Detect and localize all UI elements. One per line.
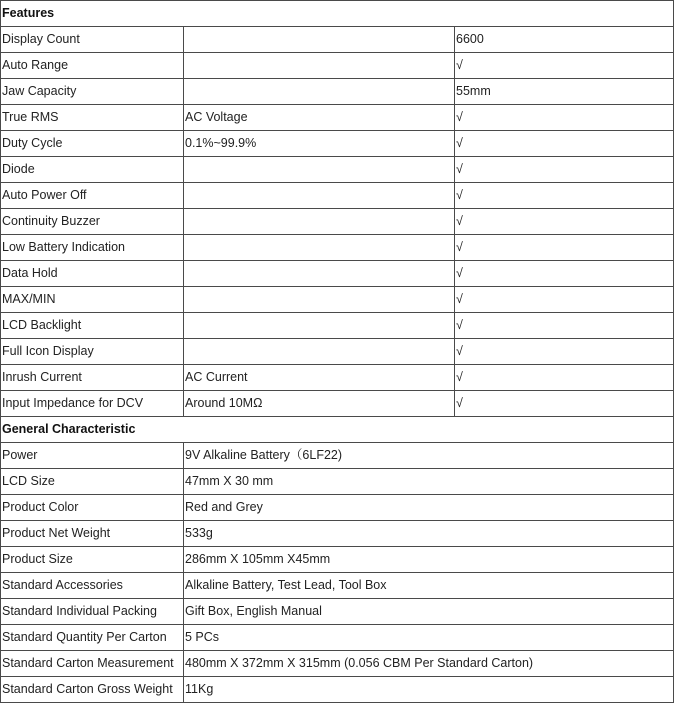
general-row bbox=[1, 547, 673, 572]
feature-row bbox=[1, 391, 673, 416]
feature-row bbox=[1, 287, 673, 312]
general-name: Standard Carton Gross Weight bbox=[1, 677, 183, 702]
feature-row bbox=[1, 313, 673, 338]
feature-name: Data Hold bbox=[1, 261, 183, 286]
general-value: Alkaline Battery, Test Lead, Tool Box bbox=[184, 573, 673, 598]
feature-row bbox=[1, 105, 673, 130]
feature-row bbox=[1, 235, 673, 260]
feature-detail bbox=[184, 53, 454, 78]
general-header-row bbox=[1, 417, 673, 442]
feature-value: √ bbox=[455, 365, 673, 390]
feature-value: √ bbox=[455, 105, 673, 130]
feature-detail bbox=[184, 261, 454, 286]
general-row bbox=[1, 573, 673, 598]
feature-value: √ bbox=[455, 131, 673, 156]
feature-name: Duty Cycle bbox=[1, 131, 183, 156]
feature-row bbox=[1, 261, 673, 286]
feature-detail: AC Voltage bbox=[184, 105, 454, 130]
feature-value: √ bbox=[455, 53, 673, 78]
general-name: Product Size bbox=[1, 547, 183, 572]
feature-detail bbox=[184, 157, 454, 182]
general-name: LCD Size bbox=[1, 469, 183, 494]
feature-name: LCD Backlight bbox=[1, 313, 183, 338]
feature-name: Full Icon Display bbox=[1, 339, 183, 364]
feature-detail bbox=[184, 313, 454, 338]
feature-name: Input Impedance for DCV bbox=[1, 391, 183, 416]
general-row bbox=[1, 651, 673, 676]
feature-detail bbox=[184, 339, 454, 364]
feature-row bbox=[1, 157, 673, 182]
general-row bbox=[1, 677, 673, 702]
feature-value: 55mm bbox=[455, 79, 673, 104]
feature-row bbox=[1, 131, 673, 156]
general-name: Standard Accessories bbox=[1, 573, 183, 598]
general-name: Standard Quantity Per Carton bbox=[1, 625, 183, 650]
feature-name: Diode bbox=[1, 157, 183, 182]
features-heading: Features bbox=[1, 1, 673, 26]
general-name: Standard Carton Measurement bbox=[1, 651, 183, 676]
feature-name: Continuity Buzzer bbox=[1, 209, 183, 234]
feature-name: Inrush Current bbox=[1, 365, 183, 390]
general-name: Product Color bbox=[1, 495, 183, 520]
feature-value: √ bbox=[455, 287, 673, 312]
feature-value: 6600 bbox=[455, 27, 673, 52]
feature-name: Low Battery Indication bbox=[1, 235, 183, 260]
general-row bbox=[1, 599, 673, 624]
feature-detail: 0.1%~99.9% bbox=[184, 131, 454, 156]
general-row bbox=[1, 521, 673, 546]
general-value: 47mm X 30 mm bbox=[184, 469, 673, 494]
feature-detail bbox=[184, 183, 454, 208]
feature-value: √ bbox=[455, 235, 673, 260]
general-row bbox=[1, 495, 673, 520]
general-value: Gift Box, English Manual bbox=[184, 599, 673, 624]
feature-name: Jaw Capacity bbox=[1, 79, 183, 104]
feature-name: Auto Range bbox=[1, 53, 183, 78]
general-value: 286mm X 105mm X45mm bbox=[184, 547, 673, 572]
general-value: Red and Grey bbox=[184, 495, 673, 520]
feature-value: √ bbox=[455, 313, 673, 338]
feature-name: Display Count bbox=[1, 27, 183, 52]
general-heading: General Characteristic bbox=[1, 417, 673, 442]
feature-row bbox=[1, 339, 673, 364]
feature-detail bbox=[184, 209, 454, 234]
feature-detail bbox=[184, 235, 454, 260]
feature-name: True RMS bbox=[1, 105, 183, 130]
feature-detail: AC Current bbox=[184, 365, 454, 390]
general-value: 533g bbox=[184, 521, 673, 546]
general-name: Standard Individual Packing bbox=[1, 599, 183, 624]
general-value: 11Kg bbox=[184, 677, 673, 702]
general-name: Product Net Weight bbox=[1, 521, 183, 546]
spec-table-body bbox=[1, 1, 673, 702]
general-name: Power bbox=[1, 443, 183, 468]
general-value: 9V Alkaline Battery（6LF22) bbox=[184, 443, 673, 468]
features-header-row bbox=[1, 1, 673, 26]
feature-value: √ bbox=[455, 157, 673, 182]
general-row bbox=[1, 443, 673, 468]
feature-row bbox=[1, 79, 673, 104]
general-value: 5 PCs bbox=[184, 625, 673, 650]
feature-detail bbox=[184, 287, 454, 312]
feature-value: √ bbox=[455, 209, 673, 234]
feature-value: √ bbox=[455, 391, 673, 416]
general-row bbox=[1, 469, 673, 494]
feature-detail bbox=[184, 79, 454, 104]
feature-row bbox=[1, 365, 673, 390]
feature-detail bbox=[184, 27, 454, 52]
feature-name: Auto Power Off bbox=[1, 183, 183, 208]
feature-name: MAX/MIN bbox=[1, 287, 183, 312]
feature-detail: Around 10MΩ bbox=[184, 391, 454, 416]
general-value: 480mm X 372mm X 315mm (0.056 CBM Per Standard Carton) bbox=[184, 651, 673, 676]
feature-value: √ bbox=[455, 339, 673, 364]
feature-row bbox=[1, 27, 673, 52]
feature-value: √ bbox=[455, 183, 673, 208]
feature-row bbox=[1, 183, 673, 208]
general-row bbox=[1, 625, 673, 650]
feature-value: √ bbox=[455, 261, 673, 286]
feature-row bbox=[1, 53, 673, 78]
feature-row bbox=[1, 209, 673, 234]
